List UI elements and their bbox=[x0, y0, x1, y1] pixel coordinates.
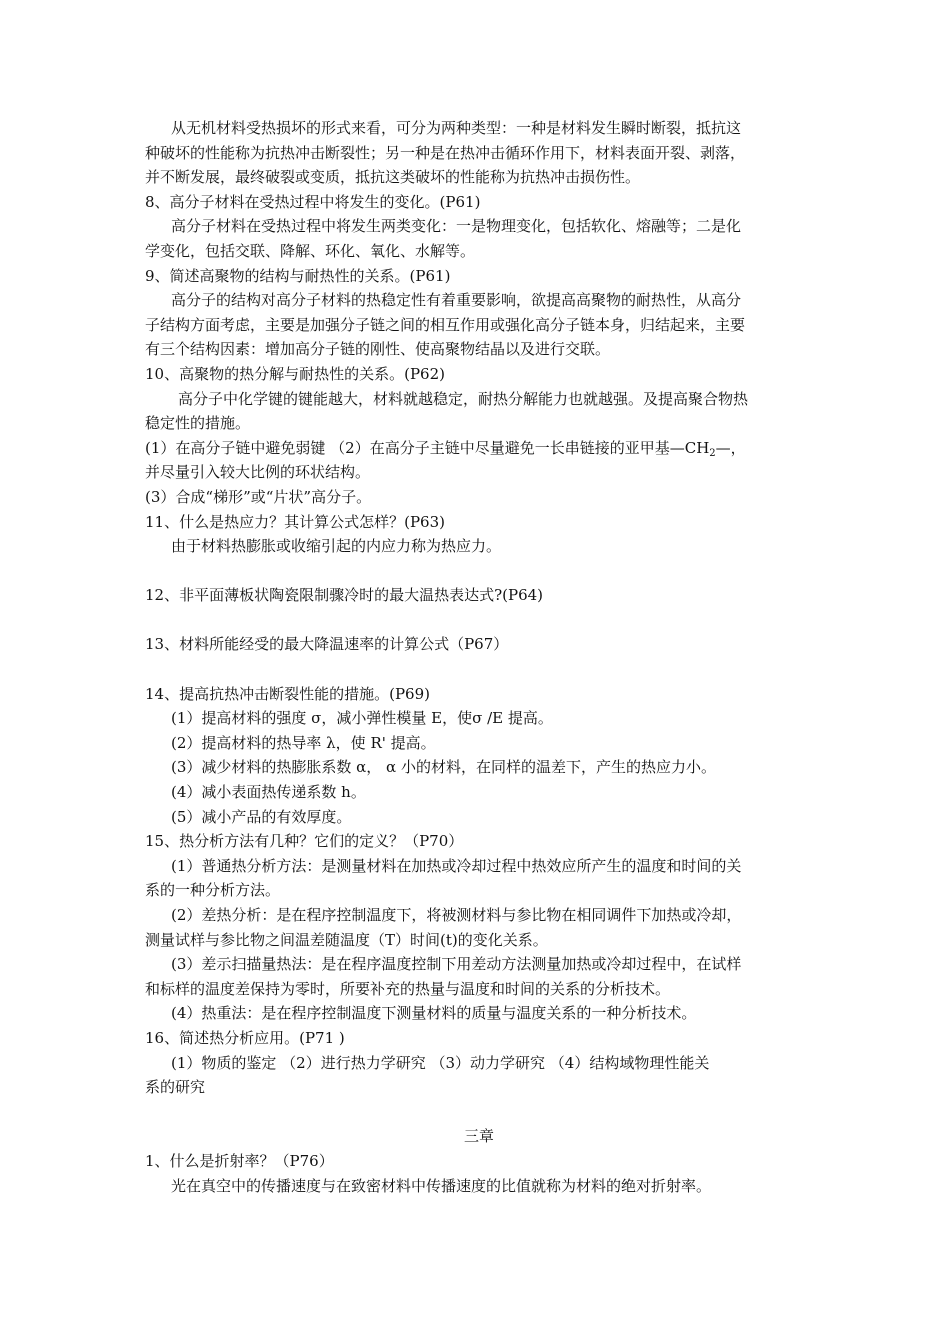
question-11-title: 11、什么是热应力？其计算公式怎样？(P63) bbox=[145, 512, 445, 531]
question-14-item: (3）减少材料的热膨胀系数 α， α 小的材料，在同样的温差下，产生的热应力小。 bbox=[171, 758, 716, 777]
measure-1-end: —， bbox=[715, 438, 746, 457]
question-11-answer: 由于材料热膨胀或收缩引起的内应力称为热应力。 bbox=[171, 537, 502, 556]
blank-line bbox=[145, 1100, 813, 1125]
intro-line: 种破坏的性能称为抗热冲击断裂性；另一种是在热冲击循环作用下，材料表面开裂、剥落， bbox=[145, 143, 746, 162]
question-10-measure-1 bbox=[145, 436, 813, 461]
chapter3-question-1-answer: 光在真空中的传播速度与在致密材料中传播速度的比值就称为材料的绝对折射率。 bbox=[171, 1176, 712, 1195]
intro-line: 从无机材料受热损坏的形式来看，可分为两种类型：一种是材料发生瞬时断裂，抵抗这 bbox=[171, 119, 742, 137]
chapter3-question-1-title: 1、什么是折射率？（P76） bbox=[145, 1151, 334, 1170]
question-13-title: 13、材料所能经受的最大降温速率的计算公式（P67） bbox=[145, 635, 509, 654]
question-15-title: 15、热分析方法有几种？它们的定义？（P70） bbox=[145, 832, 464, 851]
question-16-answer: 系的研究 bbox=[145, 1078, 206, 1097]
question-15-answer: (1）普通热分析方法：是测量材料在加热或冷却过程中热效应所产生的温度和时间的关 bbox=[171, 856, 742, 875]
question-16-answer: (1）物质的鉴定 （2）进行热力学研究 （3）动力学研究 （4）结构域物理性能关 bbox=[171, 1053, 710, 1072]
question-10-measure-2: 并尽量引入较大比例的环状结构。 bbox=[145, 463, 371, 482]
document-body bbox=[145, 116, 813, 1198]
question-15-answer: (3）差示扫描量热法：是在程序温度控制下用差动方法测量加热或冷却过程中，在试样 bbox=[171, 955, 742, 974]
question-14-item: (4）减小表面热传递系数 h。 bbox=[171, 783, 366, 802]
blank-line bbox=[145, 559, 813, 584]
blank-line bbox=[145, 608, 813, 633]
question-14-title: 14、提高抗热冲击断裂性能的措施。(P69) bbox=[145, 684, 430, 703]
question-15-answer: 和标样的温度差保持为零时，所要补充的热量与温度和时间的关系的分析技术。 bbox=[145, 979, 671, 998]
question-14-item: (1）提高材料的强度 σ，减小弹性模量 E，使σ /E 提高。 bbox=[171, 709, 553, 728]
question-14-item: (2）提高材料的热导率 λ，使 R' 提高。 bbox=[171, 733, 436, 752]
question-8-answer: 学变化，包括交联、降解、环化、氧化、水解等。 bbox=[145, 241, 476, 260]
question-10-answer: 稳定性的措施。 bbox=[145, 414, 251, 433]
chapter-heading: 三章 bbox=[463, 1127, 494, 1146]
question-8-title: 8、高分子材料在受热过程中将发生的变化。(P61) bbox=[145, 192, 481, 211]
question-10-title: 10、高聚物的热分解与耐热性的关系。(P62) bbox=[145, 364, 445, 383]
intro-line: 并不断发展，最终破裂或变质，抵抗这类破坏的性能称为抗热冲击损伤性。 bbox=[145, 168, 641, 187]
question-16-title: 16、简述热分析应用。(P71 ) bbox=[145, 1028, 345, 1047]
question-15-answer: (4）热重法：是在程序控制温度下测量材料的质量与温度关系的一种分析技术。 bbox=[171, 1004, 697, 1023]
question-15-answer: (2）差热分析：是在程序控制温度下，将被测材料与参比物在相同调件下加热或冷却， bbox=[171, 906, 742, 924]
subscript-2: 2 bbox=[709, 447, 716, 459]
question-10-measure-3: (3）合成“梯形”或“片状”高分子。 bbox=[145, 487, 372, 506]
question-10-answer: 高分子中化学键的键能越大，材料就越稳定，耐热分解能力也就越强。及提高聚合物热 bbox=[178, 389, 749, 408]
question-12-title: 12、非平面薄板状陶瓷限制骤冷时的最大温热表达式?(P64) bbox=[145, 586, 544, 605]
question-9-title: 9、简述高聚物的结构与耐热性的关系。(P61) bbox=[145, 266, 451, 285]
question-8-answer: 高分子材料在受热过程中将发生两类变化：一是物理变化，包括软化、熔融等；二是化 bbox=[171, 217, 742, 236]
question-9-answer: 有三个结构因素：增加高分子链的刚性、使高聚物结晶以及进行交联。 bbox=[145, 340, 611, 359]
measure-1-text: (1）在高分子链中避免弱键 （2）在高分子主链中尽量避免一长串链接的亚甲基—CH bbox=[145, 438, 710, 457]
question-9-answer: 高分子的结构对高分子材料的热稳定性有着重要影响，欲提高高聚物的耐热性，从高分 bbox=[171, 291, 742, 310]
question-15-answer: 系的一种分析方法。 bbox=[145, 881, 281, 900]
question-15-answer: 测量试样与参比物之间温差随温度（T）时间(t)的变化关系。 bbox=[145, 930, 548, 949]
question-14-item: (5）减小产品的有效厚度。 bbox=[171, 807, 352, 826]
question-9-answer: 子结构方面考虑，主要是加强分子链之间的相互作用或强化高分子链本身，归结起来，主要 bbox=[145, 315, 746, 334]
blank-line bbox=[145, 657, 813, 682]
